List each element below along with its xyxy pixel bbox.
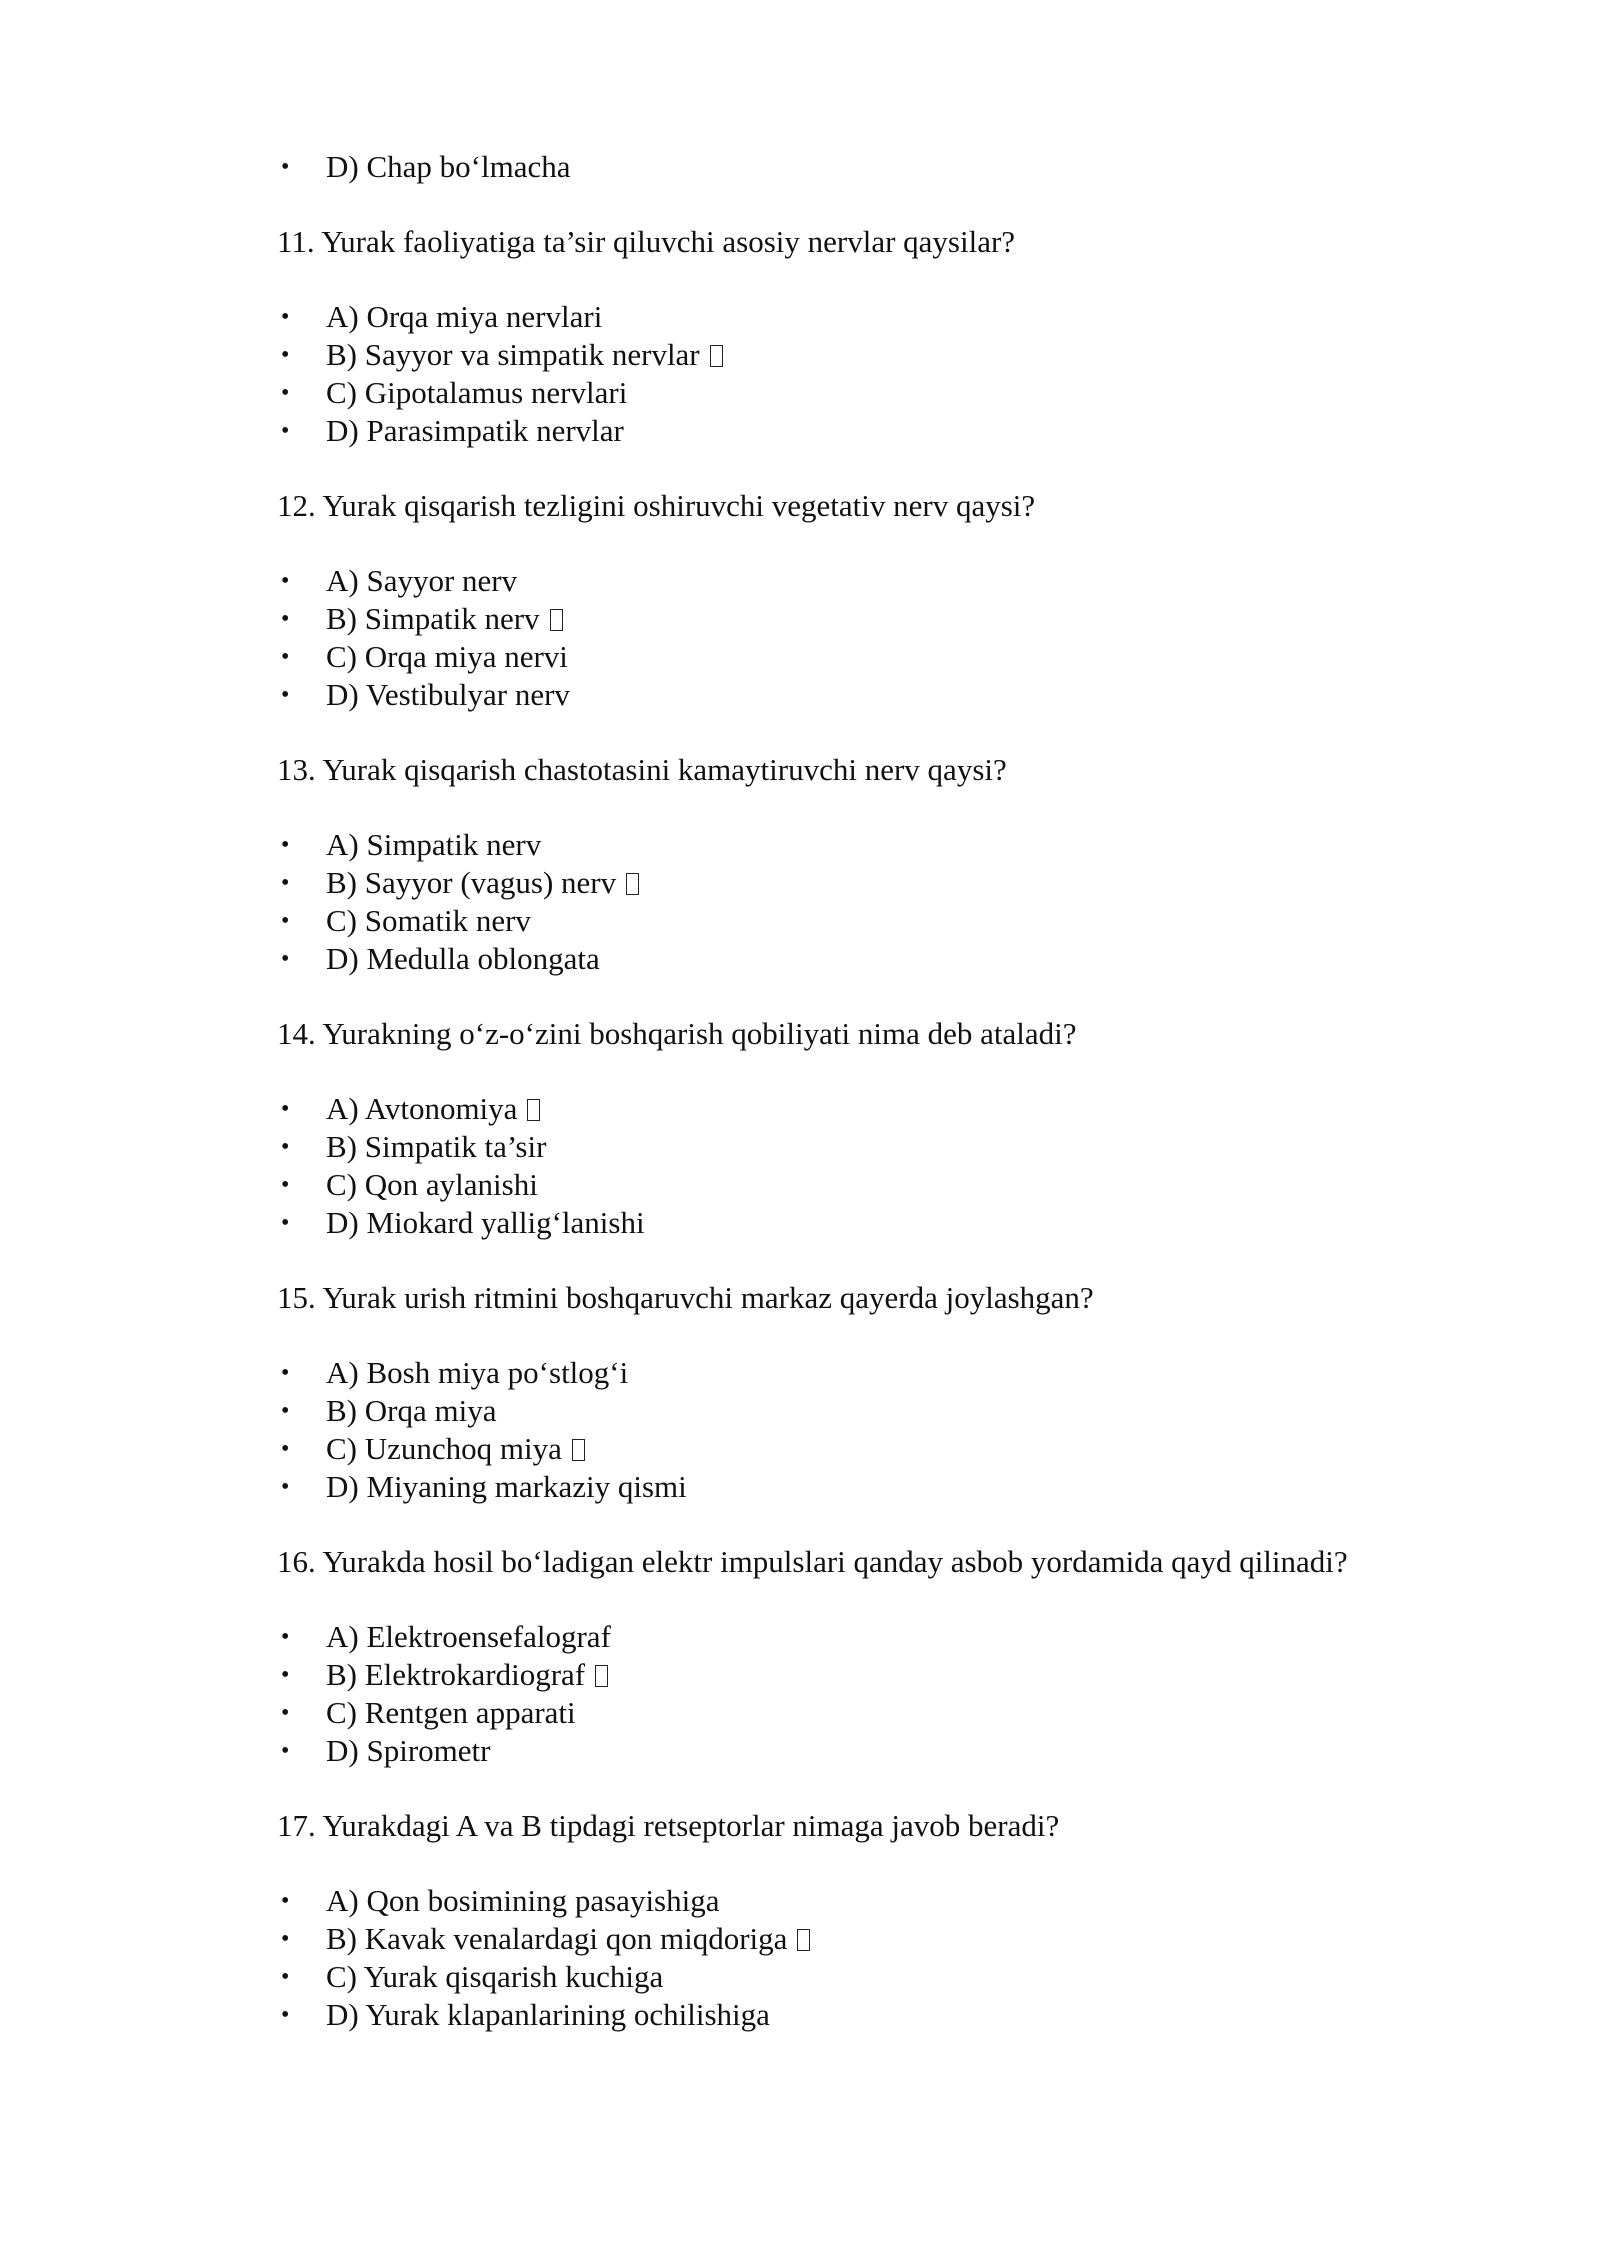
quiz-content: [277, 148, 1427, 2034]
spacer: [277, 525, 1427, 562]
answer-option: [277, 336, 1427, 374]
bullet-icon: •: [281, 2002, 290, 2028]
answer-option: [277, 1656, 1427, 1694]
answer-option: [277, 1166, 1427, 1204]
correct-answer-marker-icon: [797, 1929, 810, 1951]
bullet-icon: •: [281, 1888, 290, 1914]
answer-option: [277, 1618, 1427, 1656]
answer-option-text: A) Orqa miya nervlari: [326, 299, 603, 334]
answer-option: [277, 902, 1427, 940]
bullet-icon: •: [281, 380, 290, 406]
answer-options-list: [277, 1354, 1427, 1506]
answer-option-text: A) Sayyor nerv: [326, 563, 518, 598]
answer-option: [277, 298, 1427, 336]
answer-option-text: B) Sayyor va simpatik nervlar: [326, 337, 700, 372]
answer-option-text: D) Miyaning markaziy qismi: [326, 1469, 687, 1504]
answer-option: [277, 1354, 1427, 1392]
question-text: 15. Yurak urish ritmini boshqaruvchi markaz qayerda joylashgan?: [277, 1280, 1094, 1315]
answer-option-text: B) Sayyor (vagus) nerv: [326, 865, 617, 900]
answer-option: [277, 1694, 1427, 1732]
bullet-icon: •: [281, 1738, 290, 1764]
question-text: 12. Yurak qisqarish tezligini oshiruvchi vegetativ nerv qaysi?: [277, 488, 1036, 523]
question-text: 14. Yurakning o‘z-o‘zini boshqarish qobiliyati nima deb ataladi?: [277, 1016, 1077, 1051]
correct-answer-marker-icon: [550, 609, 563, 631]
answer-option-text: B) Simpatik ta’sir: [326, 1129, 547, 1164]
answer-option-text: C) Rentgen apparati: [326, 1695, 576, 1730]
answer-option-text: D) Vestibulyar nerv: [326, 677, 570, 712]
bullet-icon: •: [281, 1172, 290, 1198]
answer-option: [277, 676, 1427, 714]
bullet-icon: •: [281, 908, 290, 934]
bullet-icon: •: [281, 682, 290, 708]
question-text: 13. Yurak qisqarish chastotasini kamaytiruvchi nerv qaysi?: [277, 752, 1007, 787]
bullet-icon: •: [281, 946, 290, 972]
answer-option-text: A) Elektroensefalograf: [326, 1619, 611, 1654]
correct-answer-marker-icon: [626, 873, 639, 895]
answer-option: [277, 864, 1427, 902]
bullet-icon: •: [281, 304, 290, 330]
answer-options-list: [277, 562, 1427, 714]
bullet-icon: •: [281, 1964, 290, 1990]
answer-option-text: C) Orqa miya nervi: [326, 639, 568, 674]
spacer: [277, 1506, 1427, 1543]
spacer: [277, 450, 1427, 487]
bullet-icon: •: [281, 418, 290, 444]
answer-option-text: C) Somatik nerv: [326, 903, 531, 938]
answer-option-text: D) Miokard yallig‘lanishi: [326, 1205, 645, 1240]
answer-option-text: B) Elektrokardiograf: [326, 1657, 586, 1692]
bullet-icon: •: [281, 1360, 290, 1386]
answer-option: [277, 600, 1427, 638]
bullet-icon: •: [281, 1096, 290, 1122]
answer-options-list: [277, 1090, 1427, 1242]
bullet-icon: •: [281, 1624, 290, 1650]
spacer: [277, 789, 1427, 826]
bullet-icon: •: [281, 644, 290, 670]
answer-option-text: A) Simpatik nerv: [326, 827, 542, 862]
answer-option: [277, 148, 1427, 186]
answer-option: [277, 1882, 1427, 1920]
answer-option-text: D) Chap bo‘lmacha: [326, 149, 571, 184]
spacer: [277, 186, 1427, 223]
answer-option: [277, 1920, 1427, 1958]
correct-answer-marker-icon: [595, 1665, 608, 1687]
bullet-icon: •: [281, 606, 290, 632]
correct-answer-marker-icon: [572, 1439, 585, 1461]
bullet-icon: •: [281, 1210, 290, 1236]
answer-option-text: C) Yurak qisqarish kuchiga: [326, 1959, 664, 1994]
answer-option: [277, 826, 1427, 864]
answer-option: [277, 374, 1427, 412]
answer-option-text: C) Gipotalamus nervlari: [326, 375, 628, 410]
correct-answer-marker-icon: [527, 1099, 540, 1121]
bullet-icon: •: [281, 1134, 290, 1160]
answer-options-list: [277, 1618, 1427, 1770]
answer-option: [277, 412, 1427, 450]
answer-options-list: [277, 826, 1427, 978]
answer-option: [277, 1468, 1427, 1506]
answer-option: [277, 1430, 1427, 1468]
bullet-icon: •: [281, 1700, 290, 1726]
bullet-icon: •: [281, 154, 290, 180]
answer-option-text: C) Qon aylanishi: [326, 1167, 538, 1202]
answer-options-list: [277, 1882, 1427, 2034]
bullet-icon: •: [281, 1662, 290, 1688]
spacer: [277, 1581, 1427, 1618]
spacer: [277, 1053, 1427, 1090]
answer-option: [277, 940, 1427, 978]
answer-option-text: C) Uzunchoq miya: [326, 1431, 562, 1466]
answer-option: [277, 1392, 1427, 1430]
bullet-icon: •: [281, 1474, 290, 1500]
correct-answer-marker-icon: [710, 345, 723, 367]
answer-options-list: [277, 298, 1427, 450]
bullet-icon: •: [281, 870, 290, 896]
bullet-icon: •: [281, 1436, 290, 1462]
answer-option: [277, 638, 1427, 676]
question-text: 17. Yurakdagi A va B tipdagi retseptorlar nimaga javob beradi?: [277, 1808, 1060, 1843]
answer-option-text: D) Parasimpatik nervlar: [326, 413, 624, 448]
question-text: 16. Yurakda hosil bo‘ladigan elektr impulslari qanday asbob yordamida qayd qilinadi?: [277, 1544, 1348, 1579]
answer-option-text: B) Kavak venalardagi qon miqdoriga: [326, 1921, 788, 1956]
spacer: [277, 1242, 1427, 1279]
answer-option-text: A) Qon bosimining pasayishiga: [326, 1883, 720, 1918]
answer-option: [277, 562, 1427, 600]
spacer: [277, 978, 1427, 1015]
answer-option: [277, 1204, 1427, 1242]
answer-options-list: [277, 148, 1427, 186]
spacer: [277, 1845, 1427, 1882]
bullet-icon: •: [281, 1926, 290, 1952]
bullet-icon: •: [281, 568, 290, 594]
answer-option-text: D) Medulla oblongata: [326, 941, 600, 976]
spacer: [277, 1770, 1427, 1807]
question-text: 11. Yurak faoliyatiga ta’sir qiluvchi asosiy nervlar qaysilar?: [277, 224, 1016, 259]
answer-option-text: D) Spirometr: [326, 1733, 491, 1768]
answer-option: [277, 1128, 1427, 1166]
spacer: [277, 714, 1427, 751]
spacer: [277, 1317, 1427, 1354]
answer-option-text: D) Yurak klapanlarining ochilishiga: [326, 1997, 770, 2032]
answer-option-text: B) Simpatik nerv: [326, 601, 540, 636]
bullet-icon: •: [281, 342, 290, 368]
answer-option-text: A) Avtonomiya: [326, 1091, 518, 1126]
answer-option: [277, 1996, 1427, 2034]
answer-option: [277, 1958, 1427, 1996]
answer-option-text: A) Bosh miya po‘stlog‘i: [326, 1355, 629, 1390]
answer-option: [277, 1090, 1427, 1128]
bullet-icon: •: [281, 1398, 290, 1424]
answer-option-text: B) Orqa miya: [326, 1393, 497, 1428]
spacer: [277, 261, 1427, 298]
answer-option: [277, 1732, 1427, 1770]
bullet-icon: •: [281, 832, 290, 858]
